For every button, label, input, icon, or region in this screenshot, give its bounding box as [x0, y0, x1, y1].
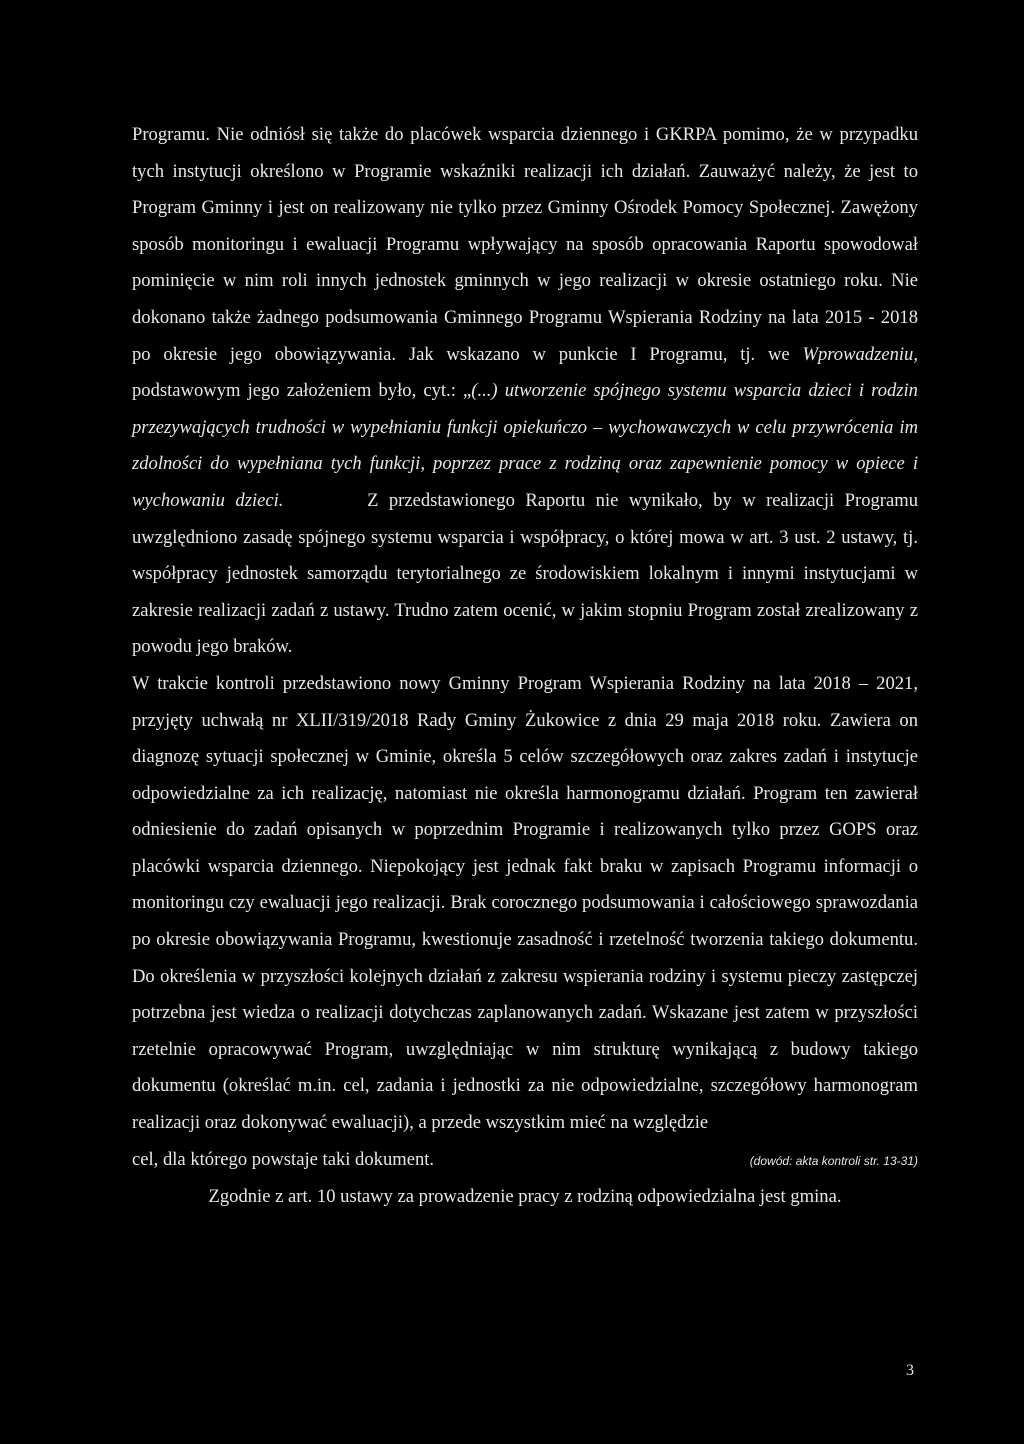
paragraph1-italic-quote: (...) utworzenie spójnego systemu wsparcia dzieci i rodzin przezywających trudności w wypełnianiu funkcji opiekuńczo – wychowawczych w celu przywrócenia im zdolności do wypełniana tych funkcji, poprzez prace z rodziną oraz zapewnienie pomocy w opiece i wychowaniu dzieci.: [132, 380, 918, 511]
paragraph1-text-part3: Z przedstawionego Raportu nie wynikało, by w realizacji Programu uwzględniono zasadę spójnego systemu wsparcia i współpracy, o której mowa w art. 3 ust. 2 ustawy, tj. współpracy jednostek samorządu terytorialnego ze środowiskiem lokalnym i innymi instytucjami w zakresie realizacji zadań z ustawy. Trudno zatem ocenić, w jakim stopniu Program został zrealizowany z powodu jego braków.: [132, 489, 923, 658]
paragraph1-text-part2: podstawowym jego założeniem było, cyt.: „: [132, 380, 472, 402]
paragraph1-text-part1: Programu. Nie odniósł się także do placówek wsparcia dziennego i GKRPA pomimo, że w przypadku tych instytucji określono w Programie wskaźniki realizacji ich działań. Zauważyć należy, że jest to Program Gminny i jest on realizowany nie tylko przez Gminny Ośrodek Pomocy Społecznej. Zawężony sposób monitoringu i ewaluacji Programu wpływający na sposób opracowania Raportu spowodował pominięcie w nim roli innych jednostek gminnych w jego realizacji w okresie ostatniego roku. Nie dokonano także żadnego podsumowania Gminnego Programu Wspierania Rodziny na lata 2015 - 2018 po okresie jego obowiązywania. Jak wskazano w punkcie I Programu, tj. we: [132, 124, 918, 365]
paragraph-program-assessment: [132, 117, 923, 666]
paragraph1-italic-introduction: Wprowadzeniu,: [802, 343, 918, 365]
closing-line: Zgodnie z art. 10 ustawy za prowadzenie pracy z rodziną odpowiedzialna jest gmina.: [208, 1186, 842, 1208]
paragraph2-last-line: cel, dla którego powstaje taki dokument.: [132, 1148, 435, 1170]
document-body: [132, 117, 923, 1216]
paragraph-new-program: W trakcie kontroli przedstawiono nowy Gminny Program Wspierania Rodziny na lata 2018 – 2021, przyjęty uchwałą nr XLII/319/2018 Rady Gminy Żukowice z dnia 29 maja 2018 roku. Zawiera on diagnozę sytuacji społecznej w Gminie, określa 5 celów szczegółowych oraz zakres zadań i instytucje odpowiedzialne za ich realizację, natomiast nie określa harmonogramu działań. Program ten zawierał odniesienie do zadań opisanych w poprzednim Programie i realizowanych tylko przez GOPS oraz placówki wsparcia dziennego. Niepokojący jest jednak fakt braku w zapisach Programu informacji o monitoringu czy ewaluacji jego realizacji. Brak corocznego podsumowania i całościowego sprawozdania po okresie obowiązywania Programu, kwestionuje zasadność i rzetelność tworzenia takiego dokumentu. Do określenia w przyszłości kolejnych działań z zakresu wspierania rodziny i systemu pieczy zastępczej potrzebna jest wiedza o realizacji dotychczas zaplanowanych zadań. Wskazane jest zatem w przyszłości rzetelnie opracowywać Program, uwzględniając w nim strukturę wynikającą z budowy takiego dokumentu (określać m.in. cel, zadania i jednostki za nie odpowiedzialne, szczegółowy harmonogram realizacji oraz dokonywać ewaluacji), a przede wszystkim mieć na względzie: [132, 672, 918, 1134]
evidence-line: [132, 1142, 918, 1180]
evidence-reference: (dowód: akta kontroli str. 13-31): [749, 1153, 918, 1168]
page-number: 3: [906, 1362, 914, 1379]
